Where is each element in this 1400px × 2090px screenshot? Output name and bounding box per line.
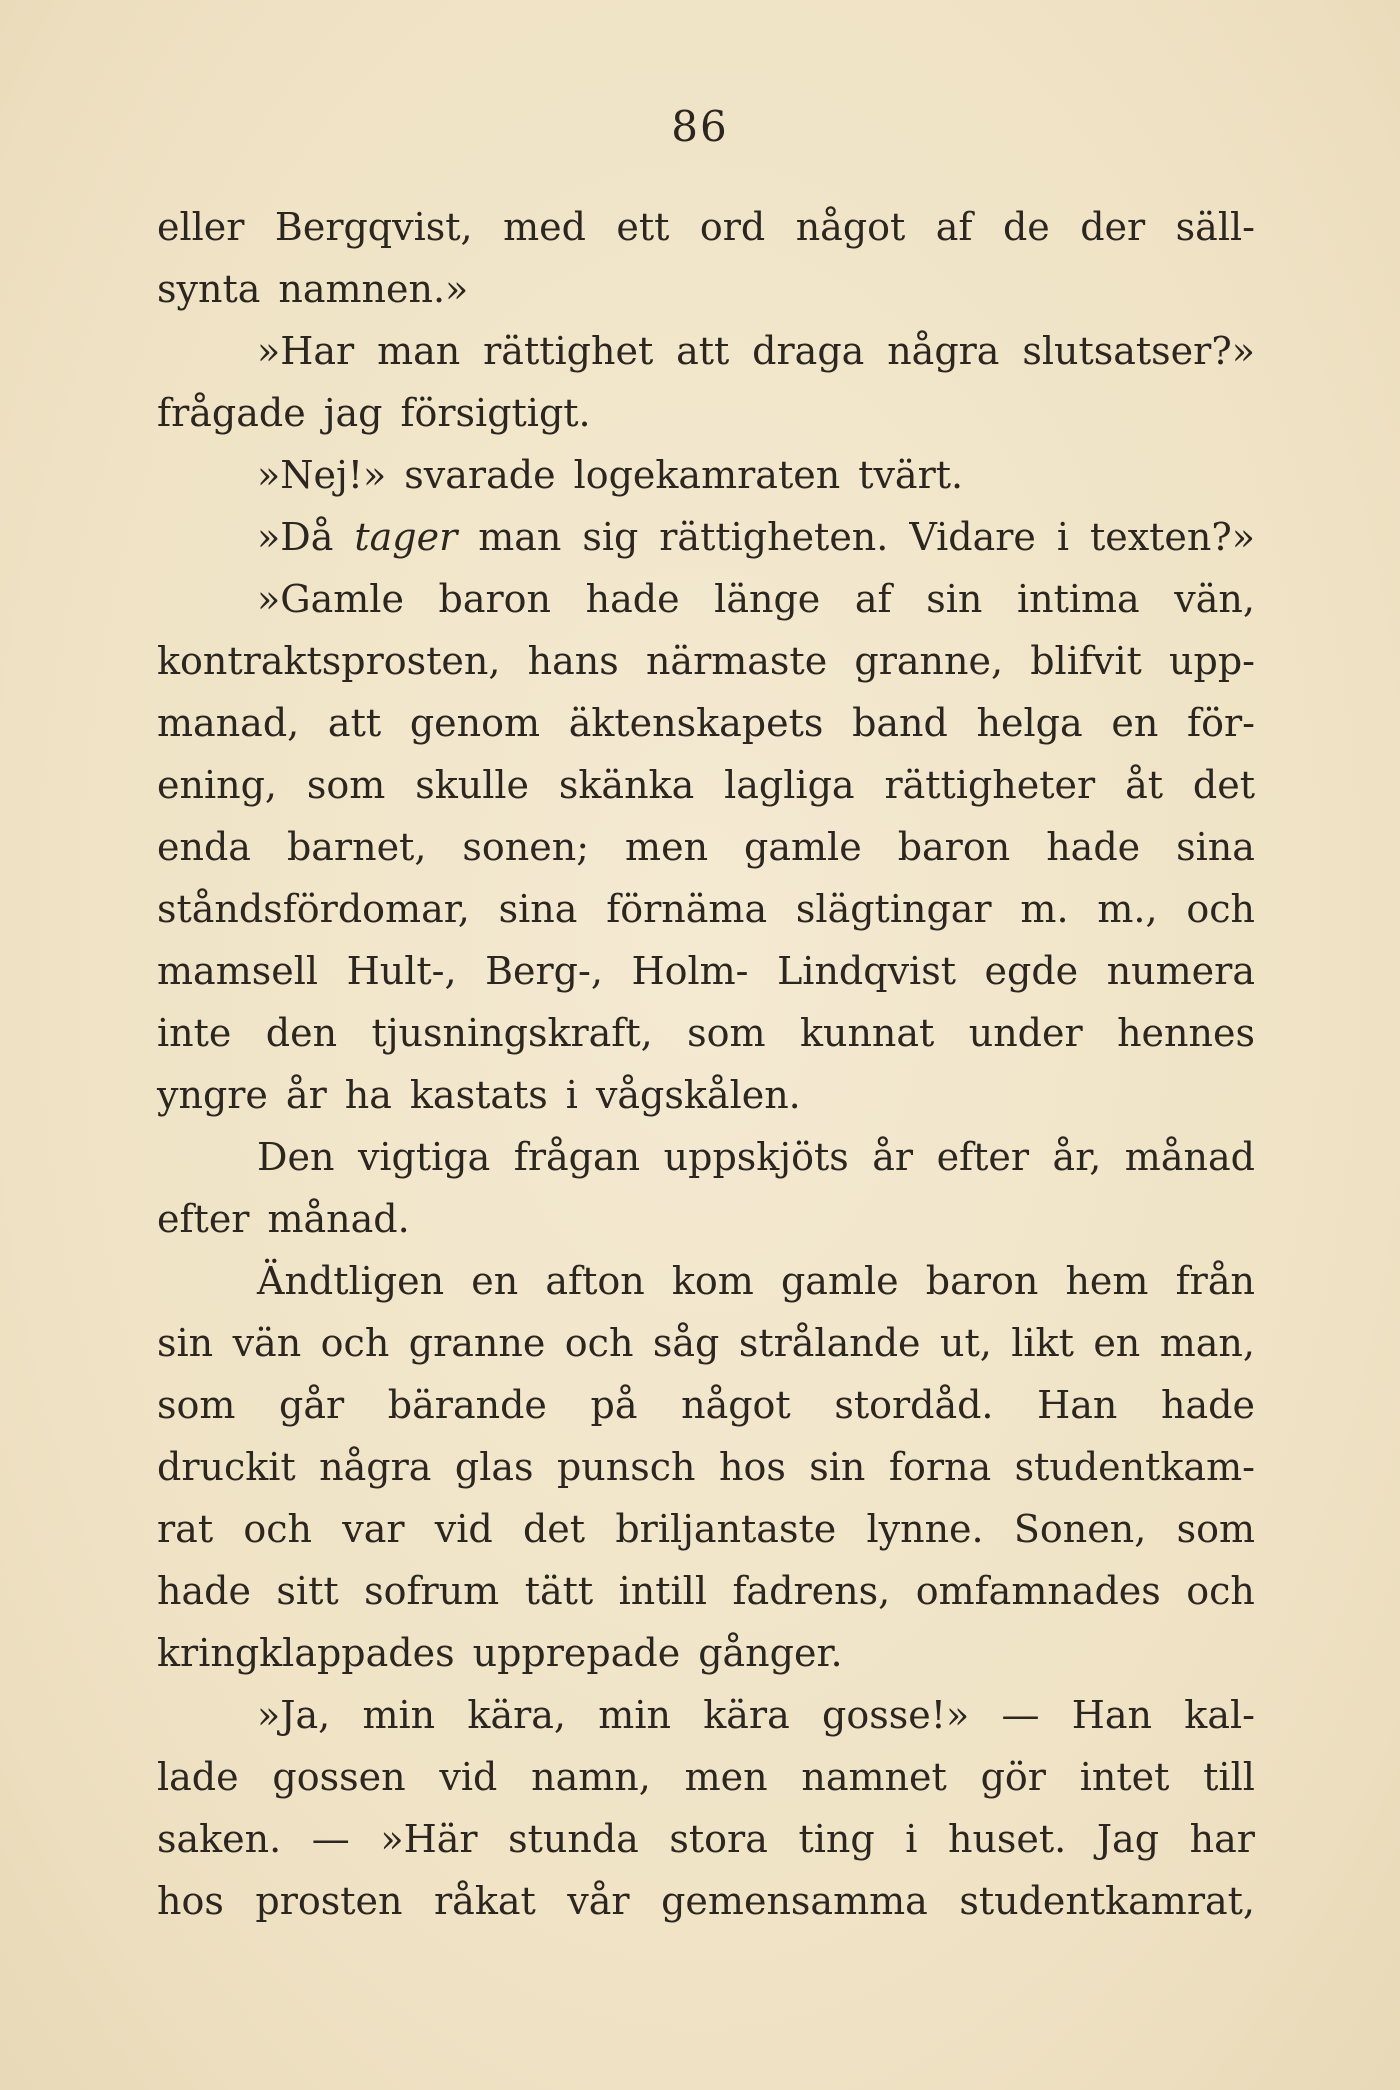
word: granne (408, 1321, 546, 1365)
word: draga (752, 329, 865, 373)
word: m. (1020, 887, 1069, 931)
word: ting (798, 1817, 875, 1861)
word: och (1186, 1569, 1255, 1613)
word: svarade (404, 453, 556, 497)
text-line (157, 1312, 1255, 1374)
word: och (564, 1321, 634, 1365)
word: kastats (409, 1073, 548, 1117)
word: råkat (434, 1879, 536, 1923)
word: ståndsfördomar, (157, 887, 470, 931)
word: att (676, 329, 730, 373)
word: månad. (267, 1197, 410, 1241)
text-line (157, 1002, 1255, 1064)
word: kunnat (799, 1011, 935, 1055)
text-line (157, 1808, 1255, 1870)
text-line (157, 630, 1255, 692)
word: namnet (801, 1755, 947, 1799)
word: tager (354, 515, 458, 559)
word: kontraktsprosten, (157, 639, 501, 683)
word: vän (232, 1321, 302, 1365)
word: en (471, 1259, 519, 1303)
word: kal- (1184, 1693, 1255, 1737)
word: hos (718, 1445, 786, 1489)
text-line (157, 258, 1255, 320)
word: min (362, 1693, 436, 1737)
word: och (243, 1507, 312, 1551)
word: upprepade (472, 1631, 681, 1675)
word: barnet, (286, 825, 427, 869)
word: granne, (854, 639, 1004, 683)
word: för- (1187, 701, 1255, 745)
word: m., (1097, 887, 1158, 931)
word: stunda (508, 1817, 639, 1861)
word: har (1189, 1817, 1255, 1861)
word: man, (1159, 1321, 1255, 1365)
word: man (478, 515, 562, 559)
word: kära, (467, 1693, 567, 1737)
word: namnen.» (278, 267, 469, 311)
word: omfamnades (915, 1569, 1161, 1613)
word: Bergqvist, (274, 205, 473, 249)
word: något (795, 205, 906, 249)
word: manad, (157, 701, 300, 745)
word: hos (157, 1879, 224, 1923)
word: logekamraten (573, 453, 841, 497)
text-line (157, 692, 1255, 754)
word: skulle (415, 763, 529, 807)
text-line (157, 878, 1255, 940)
word: närmaste (645, 639, 828, 683)
word: synta (157, 267, 261, 311)
word: af (854, 577, 892, 621)
word: i (905, 1817, 918, 1861)
word: strålande (738, 1321, 921, 1365)
word: stora (669, 1817, 768, 1861)
word: jag (323, 391, 383, 435)
word: såg (652, 1321, 720, 1365)
text-line (157, 444, 1255, 506)
text-line (157, 506, 1255, 568)
text-line (157, 1250, 1255, 1312)
word: år (872, 1135, 914, 1179)
word: Vidare (909, 515, 1036, 559)
word: band (852, 701, 948, 745)
text-line (157, 754, 1255, 816)
text-line (157, 1622, 1255, 1684)
word: min (598, 1693, 671, 1737)
word: hade (1161, 1383, 1255, 1427)
word: att (327, 701, 382, 745)
word: hennes (1117, 1011, 1255, 1055)
word: hade (157, 1569, 251, 1613)
word: vår (567, 1879, 630, 1923)
word: gånger. (698, 1631, 843, 1675)
word: — (1001, 1693, 1040, 1737)
word: till (1203, 1755, 1255, 1799)
word: tvärt. (858, 453, 964, 497)
word: ha (344, 1073, 392, 1117)
word: eller (157, 205, 245, 249)
word: förnäma (606, 887, 768, 931)
word: man (377, 329, 461, 373)
word: några (887, 329, 1000, 373)
text-line (157, 320, 1255, 382)
word: helga (976, 701, 1083, 745)
word: upp- (1169, 639, 1255, 683)
text-line (157, 1498, 1255, 1560)
word: glas (454, 1445, 534, 1489)
word: en (1111, 701, 1159, 745)
word: hade (585, 577, 680, 621)
word: försigtigt. (400, 391, 591, 435)
word: som (1176, 1507, 1255, 1551)
word: slägtingar (795, 887, 992, 931)
word: vid (439, 1755, 498, 1799)
word: Lindqvist (777, 949, 956, 993)
word: går (279, 1383, 345, 1427)
word: saken. (157, 1817, 282, 1861)
word: och (320, 1321, 390, 1365)
word: sonen; (462, 825, 590, 869)
text-line (157, 568, 1255, 630)
text-line (157, 940, 1255, 1002)
word: — (311, 1817, 350, 1861)
word: studentkam- (1014, 1445, 1255, 1489)
word: länge (714, 577, 821, 621)
word: ett (616, 205, 670, 249)
word: mamsell (157, 949, 319, 993)
word: i (565, 1073, 578, 1117)
word: numera (1106, 949, 1255, 993)
word: det (522, 1507, 586, 1551)
word: som (687, 1011, 766, 1055)
word: rättigheter (884, 763, 1096, 807)
text-line (157, 1374, 1255, 1436)
word: gemensamma (661, 1879, 928, 1923)
word: der (1080, 205, 1146, 249)
word: »Då (257, 515, 334, 559)
word: egde (984, 949, 1079, 993)
word: slutsatser?» (1022, 329, 1255, 373)
word: kringklappades (157, 1631, 455, 1675)
text-line (157, 1436, 1255, 1498)
text-line (157, 196, 1255, 258)
word: som (306, 763, 386, 807)
word: sin (926, 577, 983, 621)
word: af (935, 205, 973, 249)
word: rättighet (483, 329, 654, 373)
word: huset. (947, 1817, 1067, 1861)
word: baron (897, 825, 1011, 869)
word: i (1056, 515, 1069, 559)
text-line (157, 1870, 1255, 1932)
word: säll- (1175, 205, 1255, 249)
word: afton (545, 1259, 645, 1303)
word: kom (671, 1259, 754, 1303)
word: Sonen, (1013, 1507, 1147, 1551)
word: studentkamrat, (959, 1879, 1255, 1923)
word: fadrens, (732, 1569, 891, 1613)
word: »Nej!» (257, 453, 387, 497)
word: vigtiga (357, 1135, 491, 1179)
word: den (265, 1011, 338, 1055)
word: forna (888, 1445, 992, 1489)
word: efter (936, 1135, 1030, 1179)
word: inte (157, 1011, 232, 1055)
word: de (1002, 205, 1050, 249)
word: från (1175, 1259, 1255, 1303)
word: gosse!» (822, 1693, 970, 1737)
word: lade (157, 1755, 239, 1799)
word: genom (409, 701, 541, 745)
word: var (342, 1507, 405, 1551)
word: rättigheten. (659, 515, 889, 559)
word: punsch (556, 1445, 696, 1489)
word: namn, (531, 1755, 651, 1799)
word: under (968, 1011, 1083, 1055)
word: likt (1011, 1321, 1074, 1365)
word: hade (1046, 825, 1141, 869)
page-number: 86 (671, 102, 729, 151)
word: Hult-, (346, 949, 457, 993)
word: baron (438, 577, 552, 621)
word: frågade (157, 391, 306, 435)
word: lagliga (724, 763, 855, 807)
word: kära (703, 1693, 790, 1737)
word: sitt (276, 1569, 339, 1613)
word: och (1186, 887, 1255, 931)
word: uppskjöts (663, 1135, 849, 1179)
word: tjusningskraft, (371, 1011, 653, 1055)
text-line (157, 382, 1255, 444)
word: bärande (387, 1383, 547, 1427)
word: rat (157, 1507, 214, 1551)
word: gör (980, 1755, 1046, 1799)
word: blifvit (1030, 639, 1142, 683)
word: gamle (744, 825, 862, 869)
word: månad (1124, 1135, 1255, 1179)
word: »Ja, (257, 1693, 331, 1737)
word: vågskålen. (595, 1073, 801, 1117)
word: ord (699, 205, 766, 249)
text-line (157, 1684, 1255, 1746)
word: sig (582, 515, 639, 559)
word: men (625, 825, 709, 869)
word: Han (1071, 1693, 1153, 1737)
word: Berg-, (485, 949, 603, 993)
word: »Här (380, 1817, 478, 1861)
word: druckit (157, 1445, 296, 1489)
word: något (681, 1383, 791, 1427)
text-line (157, 1746, 1255, 1808)
word: hans (527, 639, 619, 683)
text-line (157, 1188, 1255, 1250)
word: frågan (513, 1135, 641, 1179)
word: som (157, 1383, 236, 1427)
word: Den (257, 1135, 335, 1179)
text-line (157, 1560, 1255, 1622)
word: Han (1037, 1383, 1118, 1427)
word: ening, (157, 763, 277, 807)
word: efter (157, 1197, 250, 1241)
word: sina (1176, 825, 1255, 869)
word: stordåd. (834, 1383, 994, 1427)
text-line (157, 816, 1255, 878)
word: »Har (257, 329, 355, 373)
word: några (319, 1445, 432, 1489)
word: baron (925, 1259, 1039, 1303)
word: briljantaste (615, 1507, 837, 1551)
word: Holm- (631, 949, 749, 993)
word: vän, (1174, 577, 1255, 621)
word: gossen (272, 1755, 406, 1799)
word: tätt (524, 1569, 594, 1613)
text-line (157, 1126, 1255, 1188)
word: Ändtligen (257, 1259, 445, 1303)
word: enda (157, 825, 251, 869)
word: men (684, 1755, 768, 1799)
word: sofrum (364, 1569, 500, 1613)
word: en (1093, 1321, 1141, 1365)
word: lynne. (866, 1507, 984, 1551)
word: år (285, 1073, 327, 1117)
word: Jag (1096, 1817, 1160, 1861)
word: med (503, 205, 586, 249)
word: åt (1125, 763, 1163, 807)
word: på (590, 1383, 638, 1427)
word: år, (1052, 1135, 1102, 1179)
word: hem (1065, 1259, 1149, 1303)
word: sin (157, 1321, 214, 1365)
word: gamle (780, 1259, 899, 1303)
word: texten?» (1089, 515, 1255, 559)
word: ut, (939, 1321, 992, 1365)
body-text (157, 196, 1255, 1932)
word: vid (434, 1507, 493, 1551)
word: yngre (157, 1073, 268, 1117)
text-line (157, 1064, 1255, 1126)
word: äktenskapets (568, 701, 824, 745)
word: intill (618, 1569, 707, 1613)
word: det (1192, 763, 1255, 807)
word: sina (498, 887, 578, 931)
word: sin (809, 1445, 866, 1489)
word: skänka (558, 763, 695, 807)
word: prosten (255, 1879, 403, 1923)
word: intima (1016, 577, 1140, 621)
word: »Gamle (257, 577, 404, 621)
word: intet (1079, 1755, 1170, 1799)
